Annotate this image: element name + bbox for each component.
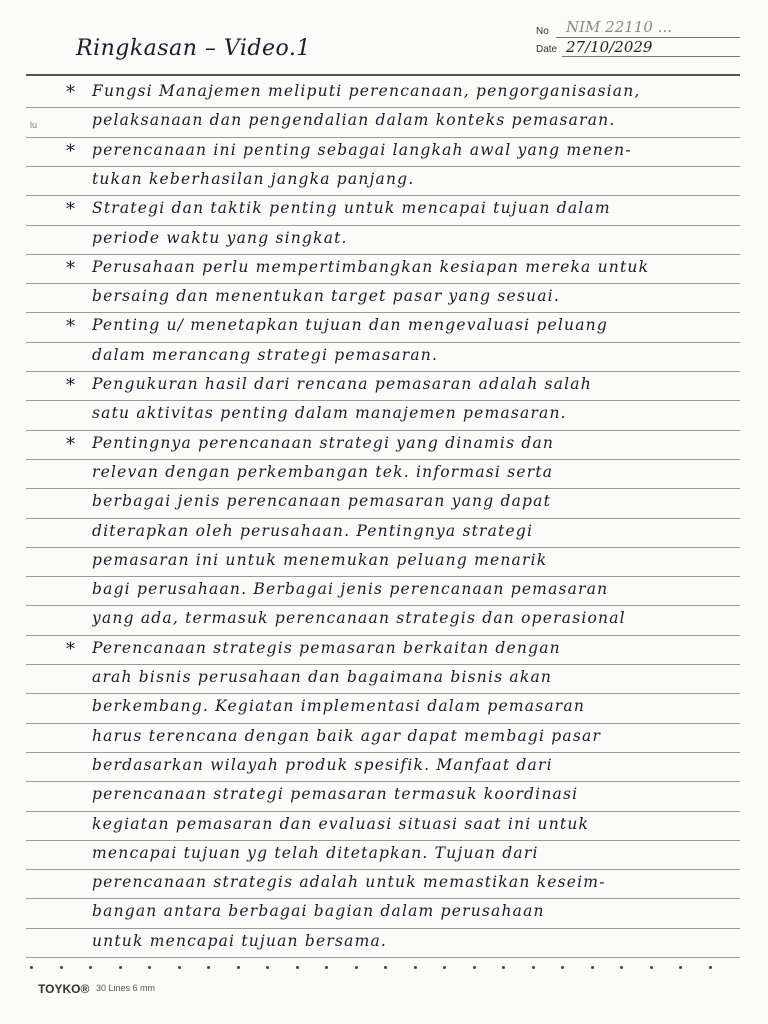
bullet-star-icon: * <box>66 375 75 396</box>
note-line: berbagai jenis perencanaan pemasaran yang dapat <box>92 492 552 511</box>
note-line: berkembang. Kegiatan implementasi dalam pemasaran <box>92 697 586 716</box>
ruled-line <box>26 166 740 167</box>
ruled-line <box>26 693 740 694</box>
ruled-line <box>26 371 740 372</box>
note-line: relevan dengan perkembangan tek. informasi serta <box>92 462 554 481</box>
bullet-star-icon: * <box>66 638 75 660</box>
no-value: NIM 22110 ... <box>566 18 672 36</box>
ruling-dot <box>620 966 623 969</box>
ruled-line <box>26 752 740 753</box>
note-line: Strategi dan taktik penting untuk mencapai tujuan dalam <box>92 199 611 218</box>
ruled-line <box>26 518 740 519</box>
ruling-dot <box>60 966 63 969</box>
ruling-dot <box>148 966 151 969</box>
ruled-line <box>26 312 740 313</box>
note-line: arah bisnis perusahaan dan bagaimana bisnis akan <box>92 668 553 686</box>
ruling-dot <box>591 966 594 969</box>
ruled-line <box>26 400 740 401</box>
ruled-line <box>26 137 740 138</box>
note-line: Penting u/ menetapkan tujuan dan mengevaluasi peluang <box>92 316 608 335</box>
ruling-dot <box>384 966 387 969</box>
ruling-dot <box>30 966 33 969</box>
note-line: diterapkan oleh perusahaan. Pentingnya strategi <box>92 521 534 540</box>
ruling-dot <box>414 966 417 969</box>
date-label: Date <box>536 44 558 55</box>
note-line: tukan keberhasilan jangka panjang. <box>92 169 415 188</box>
ruled-line <box>26 635 740 636</box>
ruled-line <box>26 342 740 343</box>
ruling-dot <box>561 966 564 969</box>
note-line: harus terencana dengan baik agar dapat membagi pasar <box>92 726 602 745</box>
note-line: periode waktu yang singkat. <box>92 228 348 247</box>
note-line: bagi perusahaan. Berbagai jenis perencanaan pemasaran <box>92 580 609 599</box>
ruled-line <box>26 107 740 108</box>
note-line: satu aktivitas penting dalam manajemen pemasaran. <box>92 404 567 423</box>
note-line: Perencanaan strategis pemasaran berkaitan dengan <box>92 638 561 657</box>
bullet-star-icon: * <box>66 257 75 279</box>
bullet-star-icon: * <box>66 199 75 221</box>
ruling-dot <box>679 966 682 969</box>
ruled-line <box>26 664 740 665</box>
ruling-dot <box>355 966 358 969</box>
ruling-dot <box>325 966 328 969</box>
ruled-line <box>26 928 740 929</box>
bullet-star-icon: * <box>66 316 75 338</box>
ruled-line <box>26 283 740 284</box>
note-line: Pentingnya perencanaan strategi yang dinamis dan <box>92 433 555 452</box>
ruling-dot <box>178 966 181 969</box>
note-line: yang ada, termasuk perencanaan strategis dan operasional <box>92 609 626 628</box>
note-line: dalam merancang strategi pemasaran. <box>92 345 439 364</box>
bottom-dots <box>30 964 730 972</box>
ruling-dot <box>532 966 535 969</box>
note-line: untuk mencapai tujuan bersama. <box>92 931 388 950</box>
note-line: bangan antara berbagai bagian dalam perusahaan <box>92 902 545 921</box>
ruled-line <box>26 195 740 196</box>
ruled-line <box>26 781 740 782</box>
ruled-line <box>26 898 740 899</box>
ruling-dot <box>89 966 92 969</box>
brand-logo: TOYKO® <box>38 982 90 996</box>
ruling-dot <box>266 966 269 969</box>
ruling-dot <box>119 966 122 969</box>
ruled-line <box>26 459 740 460</box>
ruling-dot <box>207 966 210 969</box>
note-line: perencanaan ini penting sebagai langkah awal yang menen- <box>92 140 632 159</box>
paper-spec: 30 Lines 6 mm <box>96 983 156 993</box>
ruled-line <box>26 605 740 606</box>
margin-mark: lu <box>30 120 38 130</box>
note-line: Perusahaan perlu mempertimbangkan kesiapan mereka untuk <box>92 257 650 276</box>
note-line: kegiatan pemasaran dan evaluasi situasi saat ini untuk <box>92 814 590 833</box>
ruling-dot <box>296 966 299 969</box>
note-line: pemasaran ini untuk menemukan peluang menarik <box>92 550 548 569</box>
date-underline <box>562 56 740 57</box>
ruled-line <box>26 547 740 548</box>
header-rule <box>26 74 740 76</box>
date-value: 27/10/2029 <box>566 38 653 56</box>
note-line: perencanaan strategi pemasaran termasuk koordinasi <box>92 785 579 804</box>
ruling-dot <box>473 966 476 969</box>
ruled-line <box>26 811 740 812</box>
bullet-star-icon: * <box>66 433 75 455</box>
ruled-line <box>26 723 740 724</box>
note-line: berdasarkan wilayah produk spesifik. Manfaat dari <box>92 755 553 774</box>
ruled-line <box>26 576 740 577</box>
ruled-line <box>26 869 740 870</box>
ruled-line <box>26 430 740 431</box>
note-line: pelaksanaan dan pengendalian dalam konteks pemasaran. <box>92 111 616 130</box>
ruling-dot <box>502 966 505 969</box>
ruled-line <box>26 225 740 226</box>
ruled-line <box>26 840 740 841</box>
note-line: mencapai tujuan yg telah ditetapkan. Tujuan dari <box>92 843 539 862</box>
ruling-dot <box>650 966 653 969</box>
no-label: No <box>536 26 549 37</box>
ruling-dot <box>237 966 240 969</box>
note-line: perencanaan strategis adalah untuk memastikan keseim- <box>92 873 606 892</box>
ruling-dot <box>443 966 446 969</box>
ruled-line <box>26 254 740 255</box>
bullet-star-icon: * <box>66 140 75 162</box>
note-line: Pengukuran hasil dari rencana pemasaran adalah salah <box>92 375 592 393</box>
note-line: Fungsi Manajemen meliputi perencanaan, pengorganisasian, <box>92 82 641 100</box>
note-line: bersaing dan menentukan target pasar yang sesuai. <box>92 287 560 306</box>
ruling-dot <box>709 966 712 969</box>
ruled-line <box>26 488 740 489</box>
page-title: Ringkasan – Video.1 <box>76 36 311 61</box>
ruled-line <box>26 957 740 958</box>
bullet-star-icon: * <box>66 82 75 103</box>
